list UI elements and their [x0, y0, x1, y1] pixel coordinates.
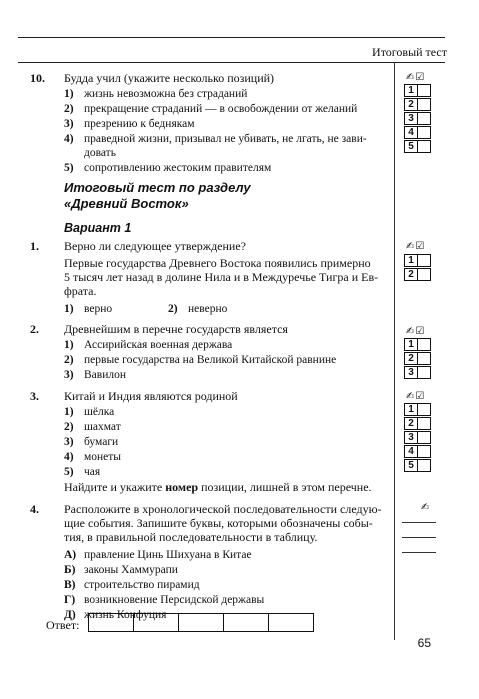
- question-body: [64, 256, 378, 298]
- answer-checkbox[interactable]: [418, 254, 431, 267]
- answer-checkbox[interactable]: [418, 366, 431, 379]
- section-title-line: Итоговый тест по разделу: [64, 180, 251, 195]
- option: 3) Вавилон: [64, 369, 127, 381]
- pencil-check-icon: ✍☑: [406, 391, 426, 402]
- section-title: [64, 180, 251, 212]
- option: 4) праведной жизни, призывал не убивать, не лгать, не зави-: [64, 133, 367, 145]
- grid-number: 1: [404, 338, 418, 351]
- answer-checkbox[interactable]: [418, 140, 431, 153]
- question-text-line: тия, в правильной последовательности в таблицу.: [64, 530, 318, 544]
- grid-number: 1: [404, 403, 418, 416]
- grid-number: 3: [404, 431, 418, 444]
- pencil-check-icon: ✍☑: [406, 241, 426, 252]
- option: 3) презрению к беднякам: [64, 118, 195, 130]
- option: 4) монеты: [64, 451, 122, 463]
- question-text: Будда учил (укажите несколько позиций): [64, 71, 275, 85]
- grid-number: 5: [404, 459, 418, 472]
- write-line[interactable]: [402, 552, 436, 553]
- answer-cell[interactable]: [223, 614, 268, 631]
- question-number: 10.: [30, 71, 45, 85]
- option: 1) шёлка: [64, 406, 115, 418]
- option: 2) неверно: [168, 303, 228, 315]
- option: 5) сопротивлению жестоким правителям: [64, 162, 272, 174]
- option: 3) бумаги: [64, 436, 119, 448]
- answer-grid-q10: [404, 84, 431, 154]
- answer-cell[interactable]: [268, 614, 313, 631]
- grid-number: 1: [404, 254, 418, 267]
- option: В) строительство пирамид: [64, 579, 200, 591]
- option: Г) возникновение Персидской державы: [64, 594, 265, 606]
- grid-number: 5: [404, 140, 418, 153]
- question-text: Древнейшим в перечне государств является: [64, 322, 288, 336]
- grid-number: 2: [404, 98, 418, 111]
- question-instruction: Найдите и укажите номер позиции, лишней в этом перечне.: [64, 480, 372, 494]
- body-line: Первые государства Древнего Востока появились примерно: [64, 256, 371, 270]
- write-line[interactable]: [402, 522, 436, 523]
- answer-grid-q1: [404, 254, 431, 282]
- answer-checkbox[interactable]: [418, 403, 431, 416]
- answer-checkbox[interactable]: [418, 445, 431, 458]
- page-number: 65: [417, 636, 431, 650]
- grid-number: 2: [404, 417, 418, 430]
- pencil-icon: ✍: [421, 502, 431, 513]
- question-text: [64, 502, 392, 544]
- header-rule-top: [18, 37, 445, 38]
- question-text: Верно ли следующее утверждение?: [64, 239, 246, 253]
- grid-number: 2: [404, 352, 418, 365]
- option: 1) верно: [64, 303, 113, 315]
- running-header: Итоговый тест: [372, 45, 447, 59]
- answer-checkbox[interactable]: [418, 112, 431, 125]
- grid-number: 1: [404, 84, 418, 97]
- header-rule-bottom: [18, 62, 445, 63]
- question-text-line: щие события. Запишите буквы, которыми обозначены собы-: [64, 516, 373, 530]
- margin-divider: [394, 62, 395, 640]
- option: 1) жизнь невозможна без страданий: [64, 88, 248, 100]
- answer-checkbox[interactable]: [418, 352, 431, 365]
- option: Д) жизнь Конфуция: [64, 609, 167, 621]
- question-text-line: Расположите в хронологической последовательности следую-: [64, 502, 382, 516]
- pencil-check-icon: ✍☑: [406, 72, 426, 83]
- answer-label: Ответ:: [46, 618, 80, 632]
- body-line: 5 тысяч лет назад в долине Нила и в Междуречье Тигра и Ев-: [64, 270, 379, 284]
- variant-heading: Вариант 1: [64, 221, 132, 235]
- option: 1) Ассирийская военная держава: [64, 339, 233, 351]
- question-text: Китай и Индия являются родиной: [64, 389, 238, 403]
- answer-grid-q3: [404, 403, 431, 473]
- answer-checkbox[interactable]: [418, 459, 431, 472]
- section-title-line: «Древний Восток»: [64, 196, 189, 211]
- option-continuation: довать: [84, 147, 116, 159]
- answer-checkbox[interactable]: [418, 84, 431, 97]
- question-number: 3.: [30, 389, 39, 403]
- grid-number: 3: [404, 112, 418, 125]
- answer-cell[interactable]: [133, 614, 178, 631]
- answer-cell[interactable]: [89, 614, 133, 631]
- answer-checkbox[interactable]: [418, 431, 431, 444]
- option: А) правление Цинь Шихуана в Китае: [64, 549, 252, 561]
- grid-number: 3: [404, 366, 418, 379]
- answer-checkbox[interactable]: [418, 417, 431, 430]
- answer-checkbox[interactable]: [418, 268, 431, 281]
- body-line: фрата.: [64, 284, 97, 298]
- answer-cell[interactable]: [178, 614, 223, 631]
- question-number: 1.: [30, 239, 39, 253]
- answer-checkbox[interactable]: [418, 338, 431, 351]
- grid-number: 4: [404, 445, 418, 458]
- option: 2) шахмат: [64, 421, 121, 433]
- option: 5) чая: [64, 466, 101, 478]
- question-number: 4.: [30, 502, 39, 516]
- pencil-check-icon: ✍☑: [406, 326, 426, 337]
- write-line[interactable]: [402, 537, 436, 538]
- answer-table: [88, 613, 314, 632]
- option: Б) законы Хаммурапи: [64, 564, 178, 576]
- option: 2) первые государства на Великой Китайской равнине: [64, 354, 337, 366]
- grid-number: 2: [404, 268, 418, 281]
- question-number: 2.: [30, 322, 39, 336]
- answer-checkbox[interactable]: [418, 126, 431, 139]
- answer-checkbox[interactable]: [418, 98, 431, 111]
- option: 2) прекращение страданий — в освобождении от желаний: [64, 103, 358, 115]
- answer-grid-q2: [404, 338, 431, 380]
- grid-number: 4: [404, 126, 418, 139]
